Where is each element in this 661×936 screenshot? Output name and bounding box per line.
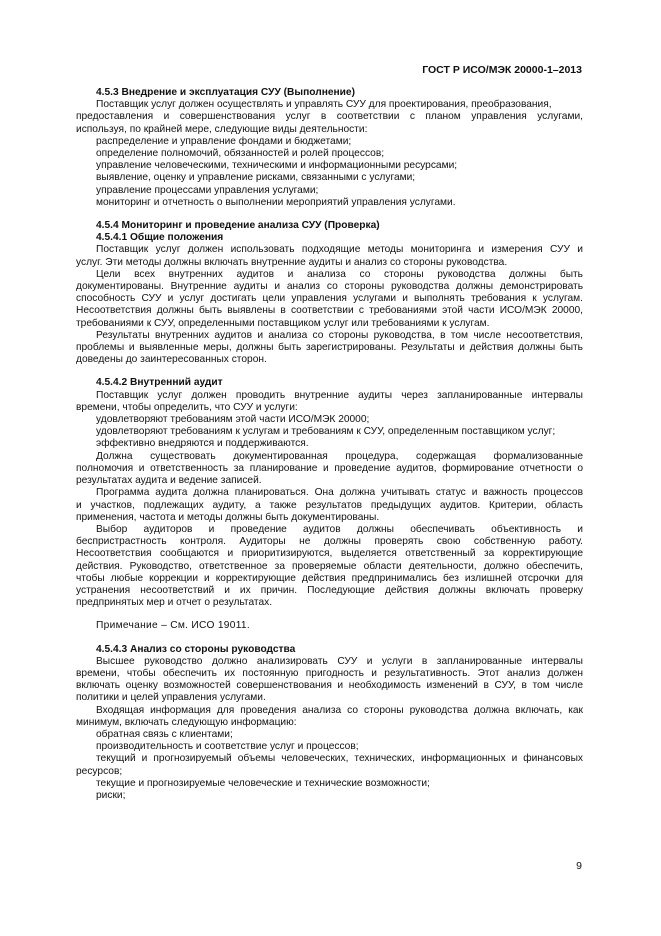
- list-item: выявление, оценку и управление рисками, связанными с услугами;: [96, 172, 416, 184]
- text-line: предоставления и совершенствования услуг в соответствии с планом управления услугами,: [76, 111, 583, 123]
- list-item: удовлетворяют требованиям этой части ИСО/МЭК 20000;: [96, 414, 370, 426]
- section-4-5-4-1-title: 4.5.4.1 Общие положения: [96, 232, 224, 244]
- text-line: минимум, включать следующую информацию:: [76, 716, 297, 728]
- section-4-5-4-3-p1: [76, 656, 583, 705]
- list-item: текущие и прогнозируемые человеческие и технические возможности;: [96, 777, 430, 789]
- text-line: включать оценку возможностей совершенствования и необходимость изменений в СУУ, в том числе: [76, 680, 583, 692]
- list-item: текущий и прогнозируемый объемы человеческих, технических, информационных и финансовых: [96, 753, 583, 765]
- list-item: управление человеческими, техническими и информационными ресурсами;: [96, 160, 458, 172]
- note: Примечание – См. ИСО 19011.: [96, 620, 251, 632]
- section-4-5-4-2-list: [76, 414, 583, 451]
- list-item: риски;: [96, 789, 126, 801]
- text-line: Высшее руководство должно анализировать СУУ и услуги в запланированные интервалы: [96, 655, 583, 667]
- text-line: документированы. Внутренние аудиты и анализ со стороны руководства должны демонстрировать: [76, 281, 583, 293]
- section-4-5-4-2-p4: [76, 524, 583, 609]
- section-4-5-4-1-p3: [76, 330, 583, 367]
- section-4-5-4-1-p2: [76, 269, 583, 330]
- section-4-5-4-title: 4.5.4 Мониторинг и проведение анализа СУУ (Проверка): [96, 220, 380, 232]
- list-item: определение полномочий, обязанностей и ролей процессов;: [96, 148, 385, 160]
- section-4-5-4-3-list: [76, 729, 583, 802]
- text-line: Поставщик услуг должен использовать подходящие методы мониторинга и измерения СУУ и: [96, 244, 583, 256]
- text-line: времени, чтобы определить, что СУУ и услуги:: [76, 401, 298, 413]
- list-item: удовлетворяют требованиям к услугам и требованиям к СУУ, определенным поставщиком услуг;: [96, 426, 556, 438]
- text-line: [76, 99, 583, 111]
- text-line: Несоответствия должны быть выявлены в соответствии с требованиями этой части ИСО/МЭК 20000,: [76, 305, 583, 317]
- list-item: производительность и соответствие услуг и процессов;: [96, 741, 359, 753]
- text-line: Результаты внутренних аудитов и анализа со стороны руководства, в том числе несоответствия,: [96, 329, 583, 341]
- list-item: распределение и управление фондами и бюджетами;: [96, 135, 352, 147]
- text-line: применения, частота и методы должны быть документированы.: [76, 511, 380, 523]
- text-line: политики и целей управления услугами.: [76, 692, 266, 704]
- text-line: Несоответствия сообщаются и приоритизируются, выделяется ответственный за корректирующие: [76, 548, 583, 560]
- section-4-5-4-2-p3: [76, 487, 583, 524]
- document-header: ГОСТ Р ИСО/МЭК 20000-1–2013: [422, 64, 582, 76]
- text-line: Программа аудита должна планироваться. Она должна учитывать статус и важность процессов: [96, 487, 583, 499]
- list-item: управление процессами управления услугами;: [96, 184, 319, 196]
- list-item-continuation: ресурсов;: [76, 765, 123, 777]
- text-line: времени, чтобы обеспечить их постоянную пригодность и результативность. Этот анализ должен: [76, 667, 583, 679]
- text-line: действия. Руководство, ответственное за проверяемые области деятельности, должно обеспечить,: [76, 560, 583, 572]
- text-line: чтобы любые коррекции и корректирующие действия предпринимались без излишней отсрочки для: [76, 572, 583, 584]
- text-line: беспристрастность контроля. Аудиторы не должны проверять свою собственную работу.: [76, 536, 583, 548]
- text-line: способность СУУ и услуг достигать цели управления услугами и выполнять требования к услугам.: [76, 293, 583, 305]
- text-line: Цели всех внутренних аудитов и анализа со стороны руководства должны быть: [96, 268, 583, 280]
- section-4-5-3-title: 4.5.3 Внедрение и эксплуатация СУУ (Выполнение): [96, 87, 355, 98]
- text-line: требованиями к СУУ, определенными поставщиком услуг или требованиями к услугам.: [76, 317, 490, 329]
- text-line: Входящая информация для проведения анализа со стороны руководства должна включать, как: [96, 704, 583, 716]
- text-line: Поставщик услуг должен проводить внутренние аудиты через запланированные интервалы: [96, 389, 583, 401]
- section-4-5-4-2-p1: [76, 390, 583, 414]
- list-item: обратная связь с клиентами;: [96, 728, 233, 740]
- list-item: эффективно внедряются и поддерживаются.: [96, 438, 309, 450]
- page-number: 9: [576, 860, 582, 872]
- section-4-5-4-1-p1: [76, 244, 583, 268]
- section-4-5-4-3-title: 4.5.4.3 Анализ со стороны руководства: [96, 643, 296, 655]
- text-line: услуг. Эти методы должны включать внутренние аудиты и анализ со стороны руководства.: [76, 256, 508, 268]
- section-4-5-3-intro: [76, 99, 583, 136]
- text-line: используя, по крайней мере, следующие виды деятельности:: [76, 123, 368, 135]
- text-line: проблемы и выявленные меры, должны быть зарегистрированы. Результаты и действия должны быть: [76, 342, 583, 354]
- text-line: Выбор аудиторов и проведение аудитов должны обеспечивать объективность и: [96, 523, 583, 535]
- section-4-5-4-2-title: 4.5.4.2 Внутренний аудит: [96, 377, 223, 389]
- text-line: и участков, подлежащих аудиту, а также результатов предыдущих аудитов. Критерии, область: [76, 499, 583, 511]
- section-4-5-4-2-p2: [76, 451, 583, 488]
- section-4-5-3-list: [76, 136, 583, 209]
- section-4-5-4-3-p2: [76, 705, 583, 729]
- text-line: Должна существовать документированная процедура, содержащая формализованные: [96, 450, 583, 462]
- text-line: Поставщик услуг должен осуществлять и управлять СУУ для проектирования, преобразования,: [96, 99, 552, 111]
- list-item: мониторинг и отчетность о выполнении мероприятий управления услугами.: [96, 196, 456, 208]
- text-line: устранения несоответствий и их причин. Последующие действия должны включать проверку: [76, 584, 583, 596]
- text-line: предпринятых мер и отчет о результатах.: [76, 597, 273, 609]
- document-body: [76, 87, 583, 802]
- text-line: полномочия и ответственность за планирование и проведение аудитов, формирование отчетности о: [76, 462, 583, 474]
- text-line: результатах аудита и ведение записей.: [76, 475, 262, 487]
- text-line: доведены до заинтересованных сторон.: [76, 354, 267, 366]
